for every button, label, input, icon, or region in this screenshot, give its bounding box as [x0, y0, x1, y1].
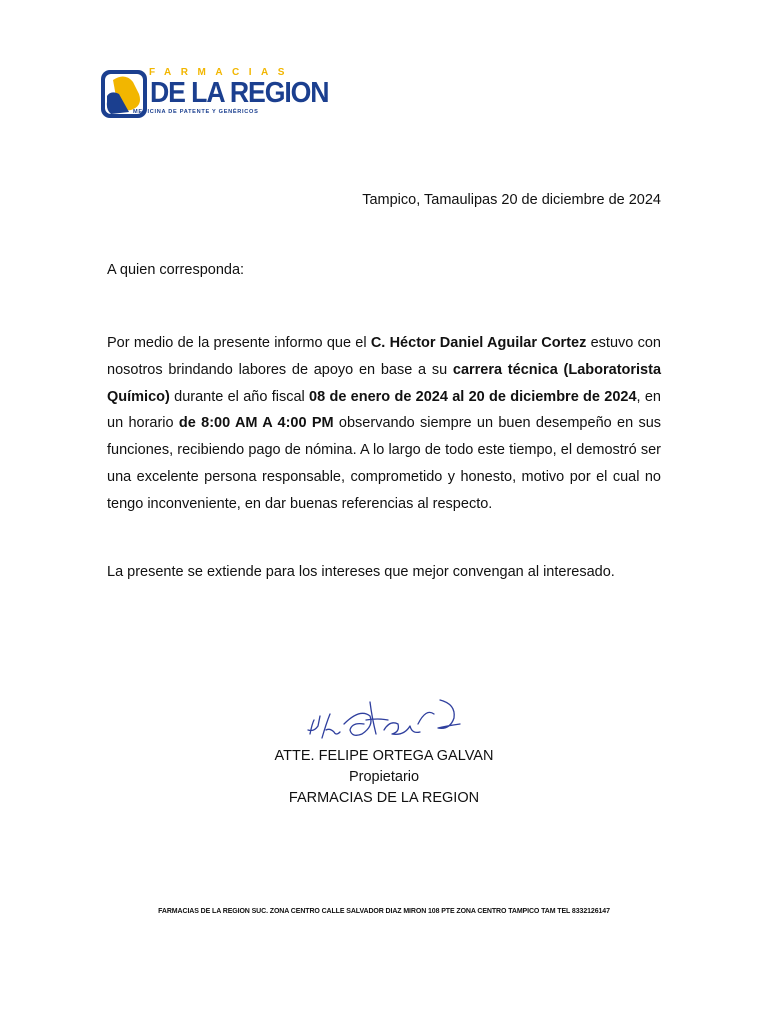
greeting: A quien corresponda:: [107, 262, 245, 278]
body-text-1: Por medio de la presente informo que el: [107, 335, 371, 351]
body-text-5: observando siempre un buen desempeño en sus funciones, recibiendo pago de nómina. A lo largo de todo este tiempo, el demostró ser una excelente persona responsable, comprometido y honesto, motivo por el cual no tengo inconveniente, en dar buenas referencias al respecto.: [107, 415, 662, 512]
body-text-3: durante el año fiscal: [169, 388, 310, 405]
employee-name: C. Héctor Daniel Aguilar Cortez: [370, 335, 587, 351]
body-text-4: , en un horario: [107, 388, 662, 432]
handwritten-signature: [300, 694, 466, 746]
signatory-company: FARMACIAS DE LA REGION: [288, 789, 480, 806]
career-name: carrera técnica (Laboratorista Químico): [107, 361, 662, 405]
signatory-title: Propietario: [348, 768, 420, 785]
signatory-block: [184, 746, 584, 808]
body-paragraph: [107, 330, 661, 518]
company-logo: [99, 66, 329, 124]
date-line: Tampico, Tamaulipas 20 de diciembre de 2024: [362, 192, 661, 208]
body-text-2: estuvo con nosotros brindando labores de apoyo en base a su: [107, 335, 661, 378]
closing-line: La presente se extiende para los intereses que mejor convengan al interesado.: [107, 564, 615, 580]
signatory-name: ATTE. FELIPE ORTEGA GALVAN: [274, 748, 494, 764]
logo-brand-top: FARMACIAS: [149, 67, 294, 78]
employment-period: 08 de enero de 2024 al 20 de diciembre de 2024: [309, 388, 637, 405]
logo-brand-subtitle: MEDICINA DE PATENTE Y GENÉRICOS: [133, 109, 259, 115]
logo-brand-main: DE LA REGION: [150, 77, 329, 109]
footer-address: FARMACIAS DE LA REGION SUC. ZONA CENTRO CALLE SALVADOR DIAZ MIRON 108 PTE ZONA CENTRO TAMPICO TAM TEL 8332126147: [158, 908, 610, 915]
work-schedule: de 8:00 AM A 4:00 PM: [178, 415, 334, 432]
